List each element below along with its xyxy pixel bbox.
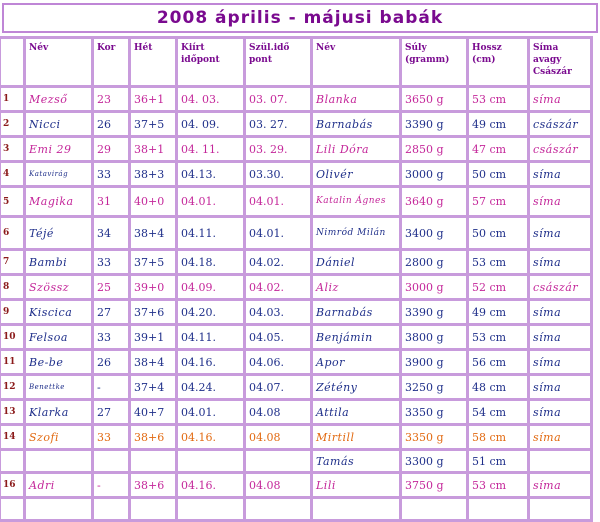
cell-birth-date: 03.30. (246, 163, 310, 185)
cell-age (94, 499, 128, 519)
cell-mother-name: Nicci (26, 113, 91, 135)
cell-length: 48 cm (469, 376, 527, 398)
cell-age: 27 (94, 301, 128, 323)
cell-week: 38+6 (131, 474, 175, 496)
cell-birth-date: 03. 29. (246, 138, 310, 160)
cell-length: 54 cm (469, 401, 527, 423)
cell-weight: 3640 g (402, 188, 466, 215)
cell-weight: 3800 g (402, 326, 466, 348)
cell-due-date: 04. 03. (178, 88, 243, 110)
cell-mother-name: Szofi (26, 426, 91, 448)
cell-length: 50 cm (469, 163, 527, 185)
cell-mother-name: Bambi (26, 251, 91, 273)
cell-age (94, 451, 128, 471)
cell-delivery-type: császár (530, 113, 590, 135)
cell-due-date: 04. 09. (178, 113, 243, 135)
cell-due-date: 04. 11. (178, 138, 243, 160)
cell-week: 38+1 (131, 138, 175, 160)
cell-week: 38+4 (131, 218, 175, 248)
cell-age: 26 (94, 351, 128, 373)
cell-weight: 3350 g (402, 401, 466, 423)
cell-birth-date: 04.05. (246, 326, 310, 348)
cell-weight: 3750 g (402, 474, 466, 496)
cell-length: 50 cm (469, 218, 527, 248)
cell-baby-name: Dániel (313, 251, 399, 273)
cell-baby-name: Benjámin (313, 326, 399, 348)
cell-mother-name: Emi 29 (26, 138, 91, 160)
cell-week: 38+4 (131, 351, 175, 373)
cell-age: 29 (94, 138, 128, 160)
row-number: 1 (1, 88, 23, 110)
cell-mother-name: Téjé (26, 218, 91, 248)
header-due-date: Kiírt időpont (178, 39, 243, 85)
row-number: 11 (1, 351, 23, 373)
cell-birth-date (246, 451, 310, 471)
cell-delivery-type: síma (530, 163, 590, 185)
cell-birth-date: 04.08 (246, 401, 310, 423)
cell-week: 40+7 (131, 401, 175, 423)
table-row (1, 188, 590, 215)
row-number: 12 (1, 376, 23, 398)
cell-delivery-type: síma (530, 326, 590, 348)
cell-baby-name: Tamás (313, 451, 399, 471)
cell-week: 38+3 (131, 163, 175, 185)
cell-baby-name: Olivér (313, 163, 399, 185)
header-row (1, 39, 590, 85)
cell-baby-name: Lili (313, 474, 399, 496)
cell-weight: 3900 g (402, 351, 466, 373)
cell-delivery-type (530, 499, 590, 519)
cell-mother-name: Kiscica (26, 301, 91, 323)
cell-week: 37+5 (131, 251, 175, 273)
cell-weight (402, 499, 466, 519)
table-row (1, 451, 590, 471)
cell-delivery-type (530, 451, 590, 471)
table-row (1, 351, 590, 373)
cell-mother-name: Felsoa (26, 326, 91, 348)
table-row (1, 218, 590, 248)
cell-week: 36+1 (131, 88, 175, 110)
cell-length: 51 cm (469, 451, 527, 471)
row-number: 8 (1, 276, 23, 298)
table-row (1, 326, 590, 348)
cell-baby-name: Barnabás (313, 301, 399, 323)
cell-age: 27 (94, 401, 128, 423)
cell-baby-name: Barnabás (313, 113, 399, 135)
cell-birth-date: 04.02. (246, 276, 310, 298)
cell-baby-name: Mirtill (313, 426, 399, 448)
cell-weight: 2800 g (402, 251, 466, 273)
cell-due-date (178, 499, 243, 519)
cell-week: 37+4 (131, 376, 175, 398)
table-row (1, 138, 590, 160)
cell-length: 52 cm (469, 276, 527, 298)
babies-table (0, 36, 593, 522)
cell-baby-name: Lili Dóra (313, 138, 399, 160)
header-delivery-type: Síma avagy Császár (530, 39, 590, 85)
cell-week: 38+6 (131, 426, 175, 448)
cell-baby-name: Attila (313, 401, 399, 423)
cell-mother-name (26, 499, 91, 519)
cell-delivery-type: síma (530, 88, 590, 110)
cell-mother-name: Benettke (26, 376, 91, 398)
row-number (1, 499, 23, 519)
cell-week (131, 499, 175, 519)
cell-mother-name: Szössz (26, 276, 91, 298)
cell-birth-date: 04.07. (246, 376, 310, 398)
cell-delivery-type: síma (530, 251, 590, 273)
cell-length: 47 cm (469, 138, 527, 160)
cell-age: 33 (94, 326, 128, 348)
row-number: 10 (1, 326, 23, 348)
header-weight: Súly (gramm) (402, 39, 466, 85)
cell-age: 33 (94, 426, 128, 448)
cell-mother-name: Magika (26, 188, 91, 215)
cell-delivery-type: síma (530, 474, 590, 496)
cell-delivery-type: síma (530, 401, 590, 423)
cell-due-date: 04.24. (178, 376, 243, 398)
cell-age: 26 (94, 113, 128, 135)
page-title: 2008 április - májusi babák (2, 3, 598, 33)
table-row (1, 401, 590, 423)
cell-birth-date: 03. 07. (246, 88, 310, 110)
cell-due-date: 04.13. (178, 163, 243, 185)
cell-length: 57 cm (469, 188, 527, 215)
table-row (1, 163, 590, 185)
row-number: 6 (1, 218, 23, 248)
cell-length: 53 cm (469, 88, 527, 110)
cell-birth-date: 04.03. (246, 301, 310, 323)
row-number: 4 (1, 163, 23, 185)
cell-length (469, 499, 527, 519)
row-number: 13 (1, 401, 23, 423)
cell-delivery-type: síma (530, 426, 590, 448)
cell-birth-date: 04.08 (246, 474, 310, 496)
cell-delivery-type: síma (530, 301, 590, 323)
cell-due-date (178, 451, 243, 471)
cell-week (131, 451, 175, 471)
cell-baby-name: Aliz (313, 276, 399, 298)
cell-due-date: 04.16. (178, 474, 243, 496)
cell-week: 39+0 (131, 276, 175, 298)
cell-mother-name: Mezső (26, 88, 91, 110)
cell-length: 58 cm (469, 426, 527, 448)
cell-due-date: 04.01. (178, 401, 243, 423)
cell-weight: 3250 g (402, 376, 466, 398)
table-row (1, 376, 590, 398)
cell-week: 39+1 (131, 326, 175, 348)
cell-age: 33 (94, 163, 128, 185)
table-row (1, 251, 590, 273)
row-number: 5 (1, 188, 23, 215)
cell-age: 33 (94, 251, 128, 273)
cell-birth-date: 04.02. (246, 251, 310, 273)
cell-baby-name: Nimród Milán (313, 218, 399, 248)
cell-baby-name: Zétény (313, 376, 399, 398)
table-row (1, 113, 590, 135)
cell-due-date: 04.01. (178, 188, 243, 215)
header-week: Hét (131, 39, 175, 85)
cell-birth-date: 03. 27. (246, 113, 310, 135)
cell-week: 37+6 (131, 301, 175, 323)
cell-length: 49 cm (469, 301, 527, 323)
cell-due-date: 04.11. (178, 326, 243, 348)
table-row (1, 474, 590, 496)
cell-due-date: 04.11. (178, 218, 243, 248)
row-number (1, 451, 23, 471)
cell-delivery-type: síma (530, 218, 590, 248)
cell-age: 25 (94, 276, 128, 298)
row-number: 9 (1, 301, 23, 323)
cell-birth-date: 04.01. (246, 188, 310, 215)
cell-length: 49 cm (469, 113, 527, 135)
cell-mother-name: Klarka (26, 401, 91, 423)
cell-age: 34 (94, 218, 128, 248)
table-body (1, 88, 590, 519)
table-row (1, 499, 590, 519)
cell-week: 37+5 (131, 113, 175, 135)
cell-length: 53 cm (469, 474, 527, 496)
header-baby-name: Név (313, 39, 399, 85)
cell-delivery-type: síma (530, 188, 590, 215)
row-number: 7 (1, 251, 23, 273)
table-row (1, 426, 590, 448)
row-number: 3 (1, 138, 23, 160)
cell-weight: 3000 g (402, 163, 466, 185)
table-row (1, 301, 590, 323)
cell-weight: 2850 g (402, 138, 466, 160)
cell-weight: 3390 g (402, 301, 466, 323)
table-row (1, 88, 590, 110)
cell-age: - (94, 474, 128, 496)
header-length: Hossz (cm) (469, 39, 527, 85)
cell-weight: 3400 g (402, 218, 466, 248)
cell-weight: 3350 g (402, 426, 466, 448)
cell-weight: 3000 g (402, 276, 466, 298)
cell-baby-name: Apor (313, 351, 399, 373)
cell-mother-name: Katavirág (26, 163, 91, 185)
cell-birth-date: 04.08 (246, 426, 310, 448)
cell-delivery-type: császár (530, 276, 590, 298)
header-age: Kor (94, 39, 128, 85)
header-birth-date: Szül.idő pont (246, 39, 310, 85)
cell-week: 40+0 (131, 188, 175, 215)
cell-mother-name (26, 451, 91, 471)
cell-baby-name: Blanka (313, 88, 399, 110)
row-number: 14 (1, 426, 23, 448)
cell-delivery-type: császár (530, 138, 590, 160)
cell-length: 53 cm (469, 251, 527, 273)
cell-delivery-type: síma (530, 351, 590, 373)
row-number: 2 (1, 113, 23, 135)
cell-weight: 3300 g (402, 451, 466, 471)
cell-weight: 3390 g (402, 113, 466, 135)
cell-baby-name (313, 499, 399, 519)
cell-weight: 3650 g (402, 88, 466, 110)
cell-age: - (94, 376, 128, 398)
cell-birth-date: 04.01. (246, 218, 310, 248)
row-number: 16 (1, 474, 23, 496)
cell-due-date: 04.20. (178, 301, 243, 323)
cell-due-date: 04.09. (178, 276, 243, 298)
header-mother-name: Név (26, 39, 91, 85)
cell-age: 31 (94, 188, 128, 215)
header-index (1, 39, 23, 85)
cell-mother-name: Be-be (26, 351, 91, 373)
cell-delivery-type: síma (530, 376, 590, 398)
cell-mother-name: Adri (26, 474, 91, 496)
cell-due-date: 04.18. (178, 251, 243, 273)
cell-due-date: 04.16. (178, 351, 243, 373)
table-row (1, 276, 590, 298)
cell-birth-date: 04.06. (246, 351, 310, 373)
cell-age: 23 (94, 88, 128, 110)
cell-birth-date (246, 499, 310, 519)
cell-length: 53 cm (469, 326, 527, 348)
cell-length: 56 cm (469, 351, 527, 373)
cell-baby-name: Katalin Ágnes (313, 188, 399, 215)
cell-due-date: 04.16. (178, 426, 243, 448)
